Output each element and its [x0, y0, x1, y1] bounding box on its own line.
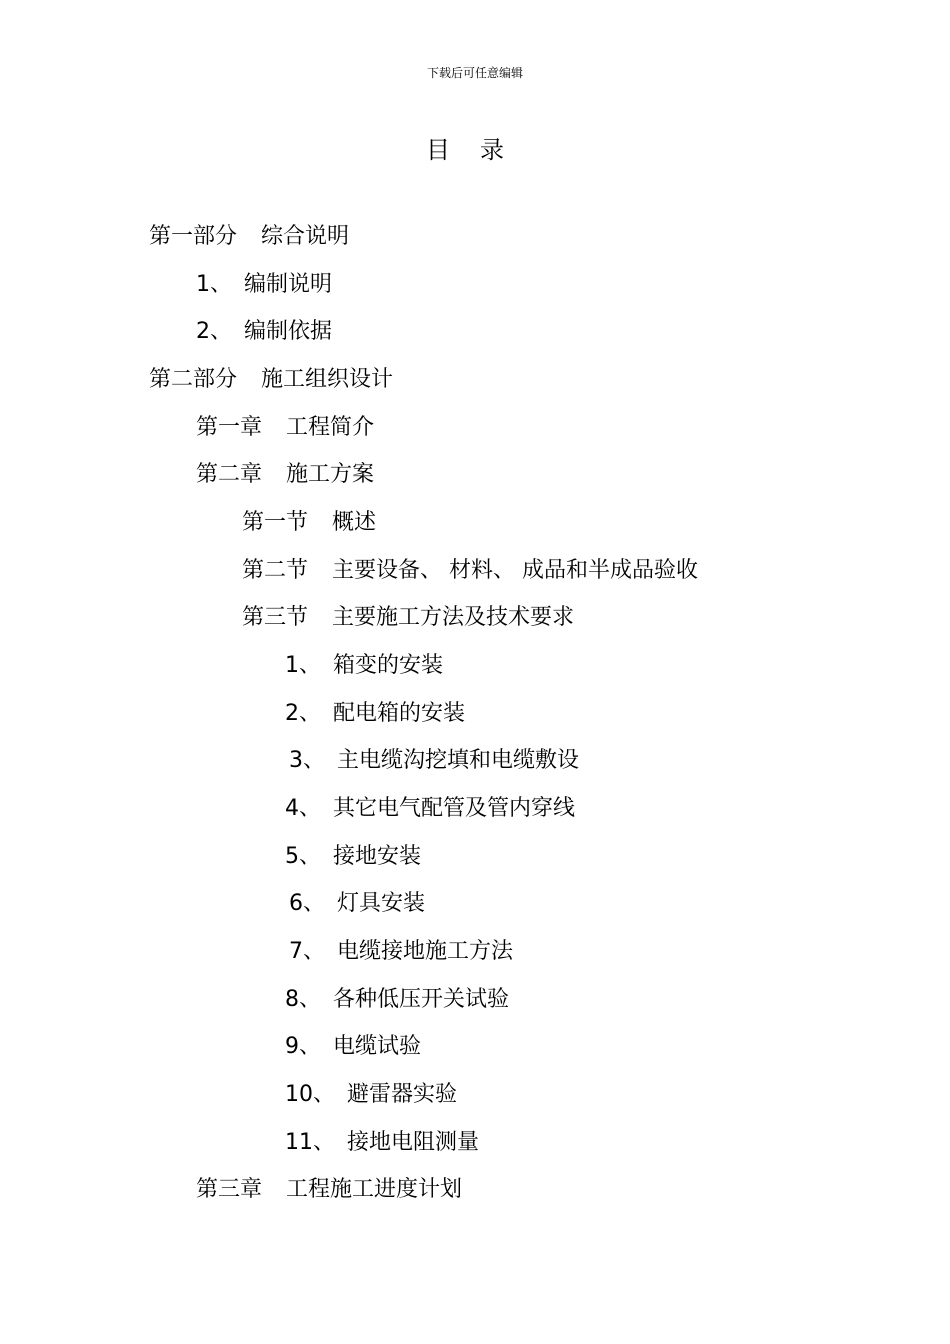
toc-entry-number: 8、	[285, 987, 321, 1012]
toc-entry-section-2[interactable]	[196, 317, 332, 347]
toc-entry-number: 1、	[285, 653, 321, 678]
page-header-watermark: 下载后可任意编辑	[426, 66, 523, 80]
toc-entry-item-1[interactable]	[285, 651, 443, 681]
toc-entry-number: 10、	[285, 1082, 335, 1107]
toc-entry-text: 电缆试验	[333, 1034, 422, 1059]
toc-entry-text: 箱变的安装	[333, 653, 444, 678]
toc-title: 目录	[426, 136, 534, 164]
toc-entry-number: 9、	[285, 1034, 321, 1059]
toc-entry-part-2[interactable]	[149, 365, 393, 395]
toc-entry-item-5[interactable]	[285, 842, 421, 872]
toc-entry-number: 第三章	[196, 1177, 263, 1202]
toc-entry-text: 施工组织设计	[261, 367, 394, 392]
toc-entry-text: 工程施工进度计划	[286, 1177, 463, 1202]
toc-entry-chapter-1[interactable]	[196, 413, 374, 443]
toc-entry-number: 第一节	[242, 510, 309, 535]
toc-entry-number: 5、	[285, 844, 321, 869]
toc-entry-number: 第二章	[196, 462, 263, 487]
toc-entry-text: 各种低压开关试验	[333, 987, 510, 1012]
toc-entry-node-3[interactable]	[242, 603, 574, 633]
toc-entry-section-1[interactable]	[196, 270, 332, 300]
toc-entry-text: 接地安装	[333, 844, 422, 869]
toc-entry-text: 电缆接地施工方法	[337, 939, 514, 964]
toc-entry-number: 6、	[289, 891, 325, 916]
toc-entry-number: 7、	[289, 939, 325, 964]
toc-entry-node-1[interactable]	[242, 508, 376, 538]
toc-entry-number: 2、	[196, 319, 232, 344]
toc-entry-text: 综合说明	[261, 224, 350, 249]
toc-entry-text: 编制说明	[244, 272, 333, 297]
toc-entry-item-2[interactable]	[285, 699, 465, 729]
toc-entry-text: 工程简介	[286, 415, 375, 440]
toc-entry-text: 避雷器实验	[347, 1082, 458, 1107]
toc-entry-number: 第二节	[242, 558, 309, 583]
toc-entry-text: 其它电气配管及管内穿线	[333, 796, 576, 821]
toc-entry-item-3[interactable]	[289, 746, 579, 776]
toc-entry-item-7[interactable]	[289, 937, 513, 967]
toc-entry-item-8[interactable]	[285, 985, 509, 1015]
toc-entry-text: 灯具安装	[337, 891, 426, 916]
toc-entry-item-11[interactable]	[285, 1128, 479, 1158]
toc-entry-text: 主要施工方法及技术要求	[332, 605, 575, 630]
toc-entry-number: 4、	[285, 796, 321, 821]
toc-entry-number: 1、	[196, 272, 232, 297]
toc-entry-number: 第二部分	[149, 367, 238, 392]
toc-entry-number: 11、	[285, 1130, 335, 1155]
toc-entry-number: 第一部分	[149, 224, 238, 249]
toc-entry-chapter-3[interactable]	[196, 1175, 462, 1205]
toc-entry-text: 配电箱的安装	[333, 701, 466, 726]
toc-entry-text: 接地电阻测量	[347, 1130, 480, 1155]
toc-entry-text: 施工方案	[286, 462, 375, 487]
toc-entry-item-4[interactable]	[285, 794, 575, 824]
toc-entry-text: 主电缆沟挖填和电缆敷设	[337, 748, 580, 773]
toc-entry-item-9[interactable]	[285, 1032, 421, 1062]
toc-entry-number: 第一章	[196, 415, 263, 440]
toc-entry-text: 主要设备、 材料、 成品和半成品验收	[332, 558, 699, 583]
toc-entry-number: 3、	[289, 748, 325, 773]
toc-entry-chapter-2[interactable]	[196, 460, 374, 490]
toc-entry-number: 第三节	[242, 605, 309, 630]
toc-entry-node-2[interactable]	[242, 556, 698, 586]
toc-entry-text: 概述	[332, 510, 377, 535]
toc-entry-part-1[interactable]	[149, 222, 349, 252]
toc-entry-number: 2、	[285, 701, 321, 726]
toc-entry-item-10[interactable]	[285, 1080, 457, 1110]
toc-entry-item-6[interactable]	[289, 889, 425, 919]
toc-entry-text: 编制依据	[244, 319, 333, 344]
